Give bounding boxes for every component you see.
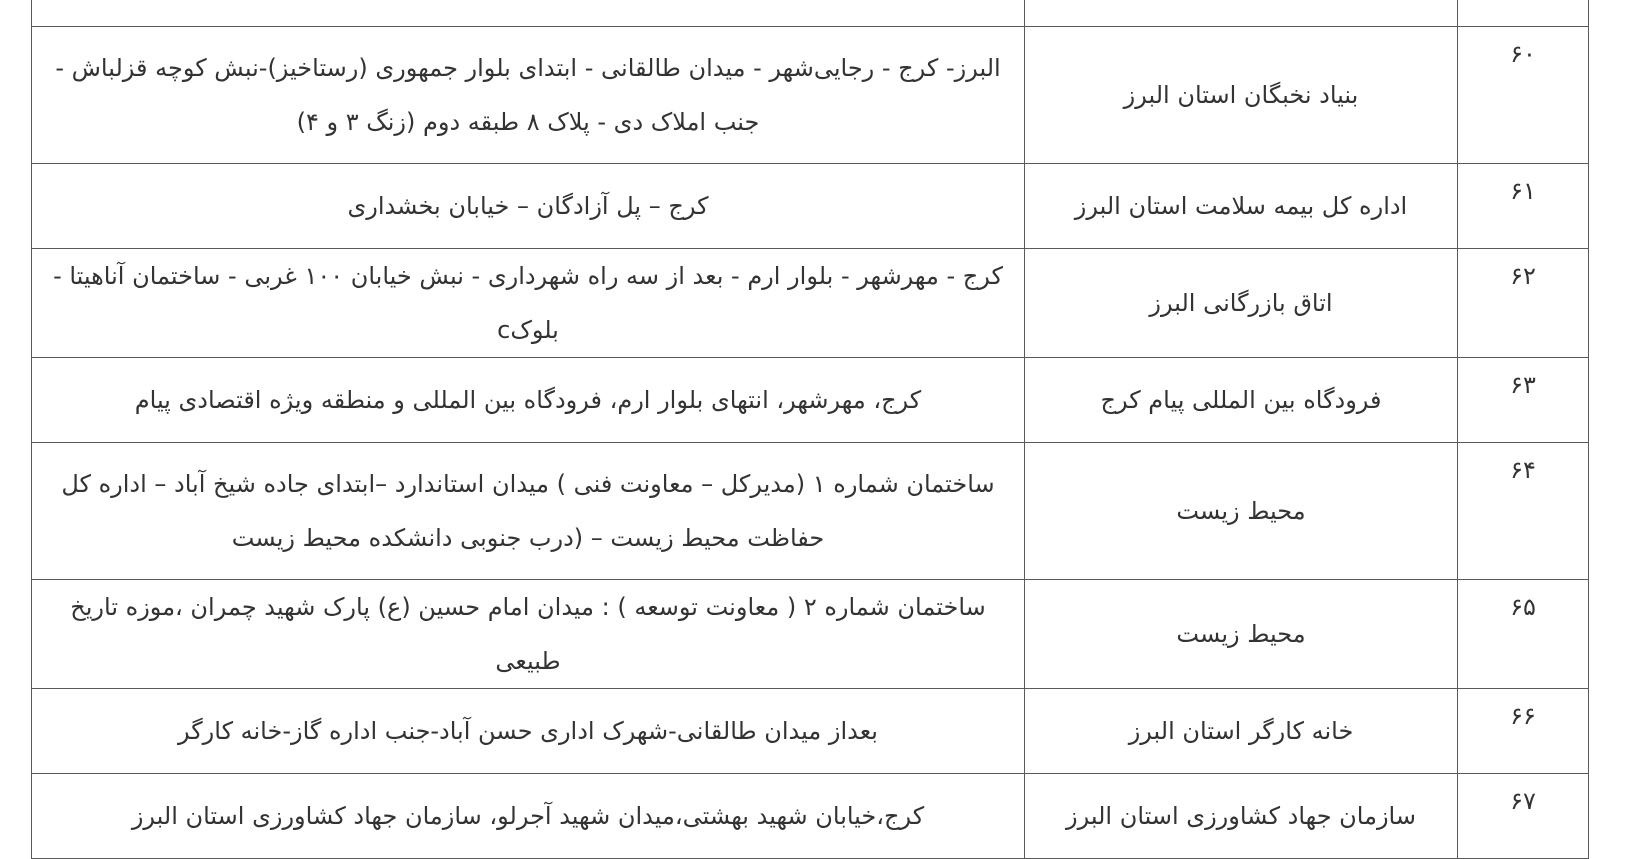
- organization-cell: [1025, 0, 1458, 27]
- organization-name: اداره کل بیمه سلامت استان البرز: [1025, 164, 1458, 249]
- organization-name: فرودگاه بین المللی پیام کرج: [1025, 358, 1458, 443]
- table-row: [32, 774, 1589, 859]
- address-cell: [32, 0, 1025, 27]
- row-number: ۶۱: [1458, 164, 1589, 249]
- organization-name: محیط زیست: [1025, 443, 1458, 580]
- table-row: [32, 580, 1589, 689]
- address-text: کرج - مهرشهر - بلوار ارم - بعد از سه راه شهرداری - نبش خیابان ۱۰۰ غربی - ساختمان آناهیتا - بلوکc: [32, 249, 1025, 358]
- table-row: [32, 27, 1589, 164]
- row-number: ۶۰: [1458, 27, 1589, 164]
- row-number: ۶۶: [1458, 689, 1589, 774]
- table-row: [32, 164, 1589, 249]
- address-text: البرز- کرج - رجایی‌شهر - میدان طالقانی - ابتدای بلوار جمهوری (رستاخیز)-نبش کوچه قزلباش - جنب املاک دی - پلاک ۸ طبقه دوم (زنگ ۳ و ۴): [32, 27, 1025, 164]
- organization-name: بنیاد نخبگان استان البرز: [1025, 27, 1458, 164]
- address-text: کرج، مهرشهر، انتهای بلوار ارم، فرودگاه بین المللی و منطقه ویژه اقتصادی پیام: [32, 358, 1025, 443]
- address-text: ساختمان شماره ۱ (مدیرکل – معاونت فنی ) میدان استاندارد –ابتدای جاده شیخ آباد – اداره کل حفاظت محیط زیست – (درب جنوبی دانشکده محیط زیست: [32, 443, 1025, 580]
- row-number: ۶۳: [1458, 358, 1589, 443]
- row-number: ۶۵: [1458, 580, 1589, 689]
- address-text: بعداز میدان طالقانی-شهرک اداری حسن آباد-جنب اداره گاز-خانه کارگر: [32, 689, 1025, 774]
- table-row: [32, 358, 1589, 443]
- organization-name: خانه کارگر استان البرز: [1025, 689, 1458, 774]
- addresses-table: [31, 0, 1589, 859]
- table-row: [32, 443, 1589, 580]
- row-number: ۶۲: [1458, 249, 1589, 358]
- organization-name: سازمان جهاد کشاورزی استان البرز: [1025, 774, 1458, 859]
- table-row-partial: [32, 0, 1589, 27]
- organization-name: اتاق بازرگانی البرز: [1025, 249, 1458, 358]
- table-row: [32, 689, 1589, 774]
- organization-name: محیط زیست: [1025, 580, 1458, 689]
- number-cell: [1458, 0, 1589, 27]
- table-row: [32, 249, 1589, 358]
- address-text: ساختمان شماره ۲ ( معاونت توسعه ) : میدان امام حسین (ع) پارک شهید چمران ،موزه تاریخ طبیعی: [32, 580, 1025, 689]
- address-text: کرج،خیابان شهید بهشتی،میدان شهید آجرلو، سازمان جهاد کشاورزی استان البرز: [32, 774, 1025, 859]
- address-text: کرج – پل آزادگان – خیابان بخشداری: [32, 164, 1025, 249]
- row-number: ۶۷: [1458, 774, 1589, 859]
- row-number: ۶۴: [1458, 443, 1589, 580]
